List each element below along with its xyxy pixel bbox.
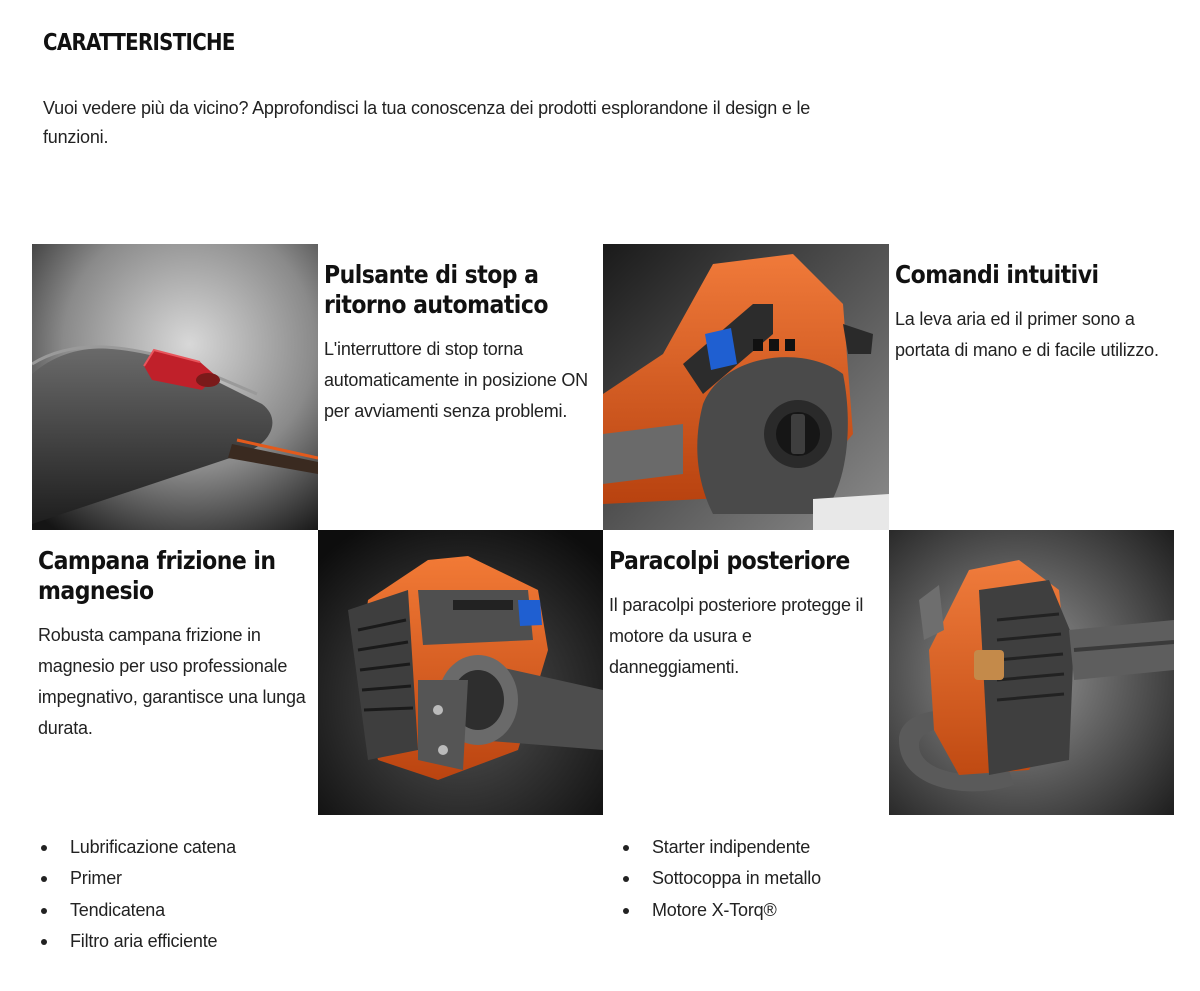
feature-stop-button (318, 244, 603, 530)
feature-list-right (620, 832, 821, 926)
stop-switch-photo-icon (32, 244, 318, 530)
feature-description: Robusta campana frizione in magnesio per uso professionale impegnativo, garantisce una lunga durata. (38, 625, 306, 738)
feature-intuitive-controls (889, 244, 1174, 530)
features-grid (32, 244, 1174, 815)
clutch-housing-photo-icon (318, 530, 603, 815)
feature-title: Campana frizione in magnesio (38, 546, 276, 605)
feature-list-left (38, 832, 236, 957)
section-title: CARATTERISTICHE (43, 30, 235, 56)
rear-bumper-image (889, 530, 1174, 815)
stop-switch-image (32, 244, 318, 530)
engine-controls-photo-icon (603, 244, 889, 530)
engine-controls-image (603, 244, 889, 530)
section-intro: Vuoi vedere più da vicino? Approfondisci la tua conoscenza dei prodotti esplorandone il design e le funzioni. (43, 98, 811, 147)
list-item: Tendicatena (38, 895, 236, 926)
list-item: Motore X-Torq® (620, 895, 821, 926)
feature-description: Il paracolpi posteriore protegge il motore da usura e danneggiamenti. (609, 595, 864, 677)
feature-description: L'interruttore di stop torna automaticamente in posizione ON per avviamenti senza problemi. (324, 339, 588, 421)
feature-rear-bumper (603, 530, 889, 815)
feature-title: Comandi intuitivi (895, 260, 1099, 289)
list-item: Lubrificazione catena (38, 832, 236, 863)
feature-title: Pulsante di stop a ritorno automatico (324, 260, 548, 319)
clutch-housing-image (318, 530, 603, 815)
list-item: Sottocoppa in metallo (620, 863, 821, 894)
list-item: Filtro aria efficiente (38, 926, 236, 957)
feature-description: La leva aria ed il primer sono a portata di mano e di facile utilizzo. (895, 309, 1159, 360)
list-item: Starter indipendente (620, 832, 821, 863)
feature-clutch-housing (32, 530, 318, 815)
list-item: Primer (38, 863, 236, 894)
rear-bumper-photo-icon (889, 530, 1174, 815)
feature-title: Paracolpi posteriore (609, 546, 850, 575)
